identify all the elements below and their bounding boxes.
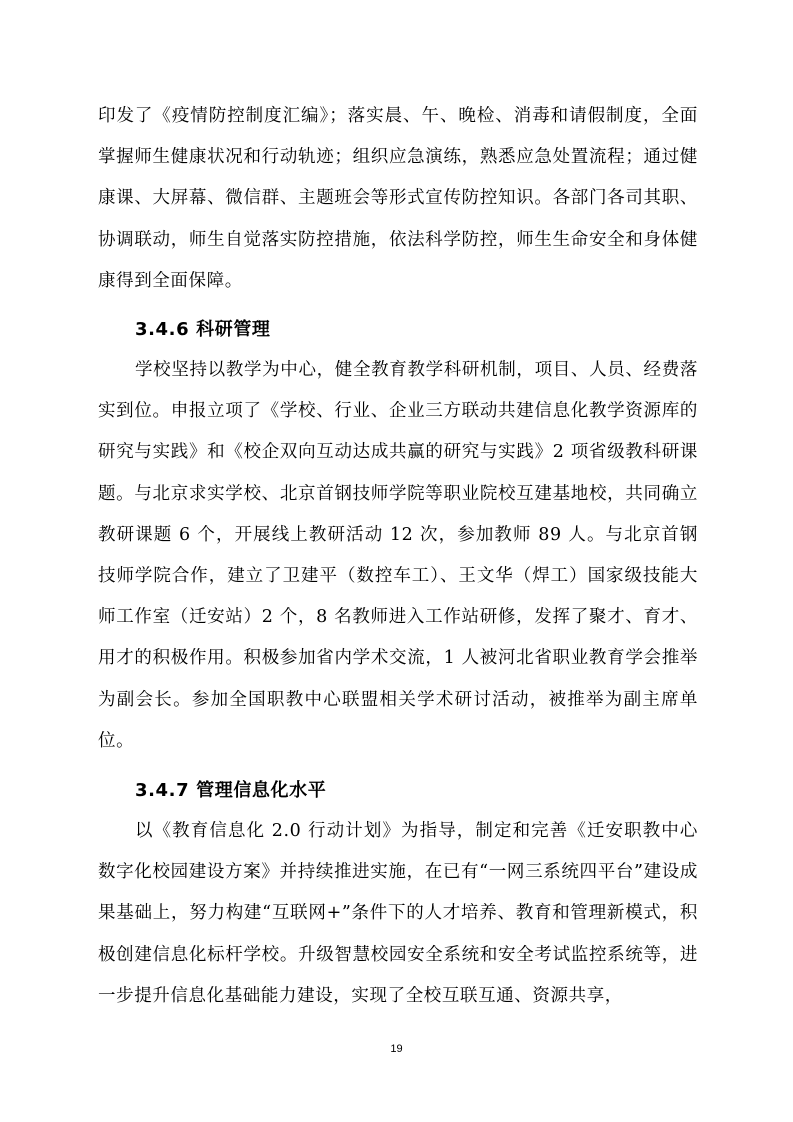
section-heading-3-4-7: 3.4.7 管理信息化水平 bbox=[135, 780, 327, 801]
paragraph-epidemic-control: 印发了《疫情防控制度汇编》；落实晨、午、晚检、消毒和请假制度，全面掌握师生健康状况和行动轨迹；组织应急演练，熟悉应急处置流程；通过健康课、大屏幕、微信群、主题班会等形式宣传防控知识。各部门各司其职、协调联动，师生自觉落实防控措施，依法科学防控，师生生命安全和身体健康得到全面保障。 bbox=[98, 106, 698, 291]
paragraph-informatization: 以《教育信息化 2.0 行动计划》为指导，制定和完善《迁安职教中心数字化校园建设方案》并持续推进实施，在已有“一网三系统四平台”建设成果基础上，努力构建“互联网+”条件下的人才培养、教育和管理新模式，积极创建信息化标杆学校。升级智慧校园安全系统和安全考试监控系统等，进一步提升信息化基础能力建设，实现了全校互联互通、资源共享， bbox=[98, 821, 698, 1006]
section-heading-3-4-6: 3.4.6 科研管理 bbox=[135, 319, 271, 340]
paragraph-research-management: 学校坚持以教学为中心，健全教育教学科研机制，项目、人员、经费落实到位。申报立项了《学校、行业、企业三方联动共建信息化教学资源库的研究与实践》和《校企双向互动达成共赢的研究与实践》2 项省级教科研课题。与北京求实学校、北京首钢技师学院等职业院校互建基地校，共同确立教研课题 6 个，开展线上教研活动 12 次，参加教师 89 人。与北京首钢技师学院合作，建立了卫建平（数控车工）、王文华（焊工）国家级技能大师工作室（迁安站）2 个，8 名教师进入工作站研修，发挥了聚才、育才、用才的积极作用。积极参加省内学术交流，1 人被河北省职业教育学会推举为副会长。参加全国职教中心联盟相关学术研讨活动，被推举为副主席单位。 bbox=[98, 360, 698, 751]
page-number: 19 bbox=[390, 1043, 403, 1055]
